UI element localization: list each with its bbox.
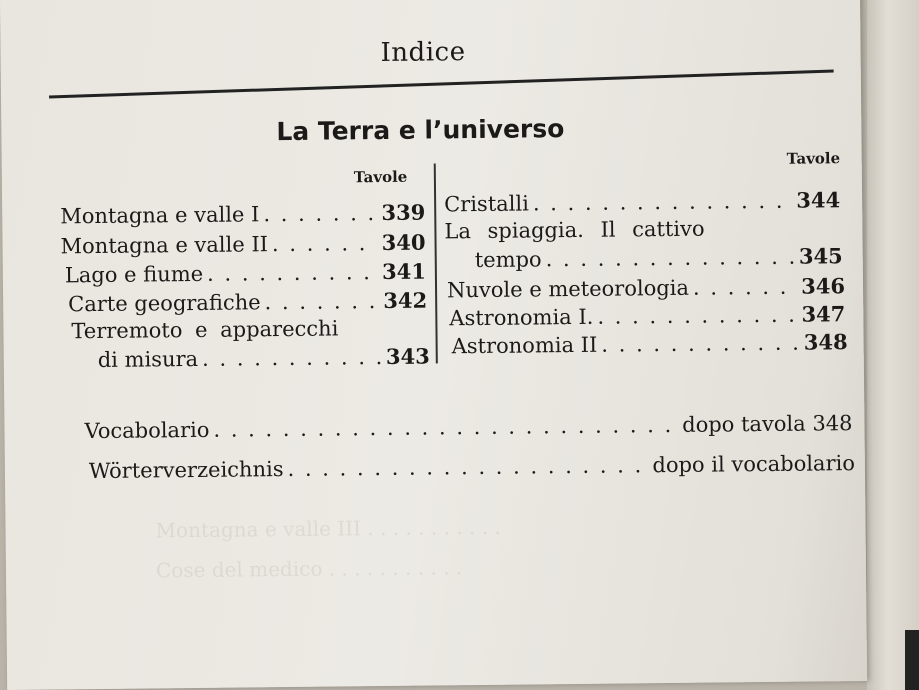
toc-entry-label: Carte geografiche: [68, 290, 261, 317]
toc-entry-label[interactable]: Terremoto e apparecchi: [71, 316, 339, 344]
toc-entry-label: Wörterverzeichnis: [88, 457, 284, 484]
leader-dots: [272, 231, 378, 256]
column-divider: [434, 163, 438, 363]
toc-entry-label: Nuvole e meteorologia: [446, 275, 690, 303]
leader-dots: [597, 303, 797, 329]
page-corner-shadow: [905, 630, 919, 690]
leader-dots: [545, 245, 795, 272]
toc-entry[interactable]: [68, 288, 427, 317]
toc-entry[interactable]: [449, 301, 845, 330]
toc-entry[interactable]: [444, 187, 840, 216]
toc-entry-number: 345: [798, 243, 843, 269]
toc-entry[interactable]: [65, 259, 426, 288]
leader-dots: [287, 453, 648, 481]
toc-entry[interactable]: [475, 243, 843, 272]
header-rule: [49, 69, 834, 98]
section-title: La Terra e l’universo: [276, 114, 565, 147]
toc-entry-label: tempo: [474, 247, 542, 273]
bleed-through-text: Montagna e valle III . . . . . . . . . . .: [155, 514, 501, 543]
toc-entry-number: 348: [803, 329, 848, 355]
toc-entry-label: Montagna e valle II: [60, 232, 269, 259]
next-page-edge: [867, 0, 919, 690]
toc-entry-number: 346: [801, 273, 846, 299]
page-header: Indice: [380, 37, 466, 69]
toc-entry[interactable]: [84, 411, 852, 443]
toc-entry-number: 340: [381, 229, 426, 256]
leader-dots: [263, 201, 377, 226]
toc-entry-number: 347: [801, 301, 846, 327]
leader-dots: [264, 289, 379, 314]
toc-entry-number: 341: [381, 258, 426, 285]
toc-entry-number: 343: [385, 343, 430, 369]
leader-dots: [202, 345, 382, 371]
bleed-through-text: Cose del medico . . . . . . . . . . .: [155, 555, 463, 583]
leader-dots: [601, 331, 800, 357]
toc-entry-label: Astronomia II: [451, 332, 598, 359]
toc-entry[interactable]: [60, 230, 425, 259]
toc-entry-label[interactable]: La spiaggia. Il cattivo: [444, 216, 705, 244]
toc-entry-label: Vocabolario: [84, 417, 210, 444]
toc-entry-label: Lago e fiume: [64, 261, 204, 288]
leader-dots: [693, 275, 797, 300]
toc-entry-label: Cristalli: [444, 191, 530, 217]
toc-entry[interactable]: [452, 329, 848, 358]
left-column-label: Tavole: [353, 167, 408, 187]
toc-entry[interactable]: [60, 200, 425, 229]
toc-entry-reference: dopo il vocabolario: [652, 451, 856, 478]
toc-entry[interactable]: [447, 273, 845, 302]
toc-entry[interactable]: [98, 344, 430, 372]
toc-entry-label: di misura: [97, 346, 199, 372]
leader-dots: [207, 260, 378, 286]
leader-dots: [213, 413, 678, 442]
toc-entry-number: 339: [381, 199, 426, 226]
right-column-label: Tavole: [786, 149, 841, 168]
leader-dots: [533, 189, 793, 216]
toc-entry-reference: dopo tavola 348: [682, 411, 853, 437]
toc-entry-label: Astronomia I.: [449, 304, 594, 331]
toc-entry-number: 344: [796, 187, 841, 213]
toc-entry[interactable]: [89, 451, 855, 483]
toc-entry-label: Montagna e valle I: [60, 202, 260, 229]
toc-entry-number: 342: [383, 287, 428, 314]
